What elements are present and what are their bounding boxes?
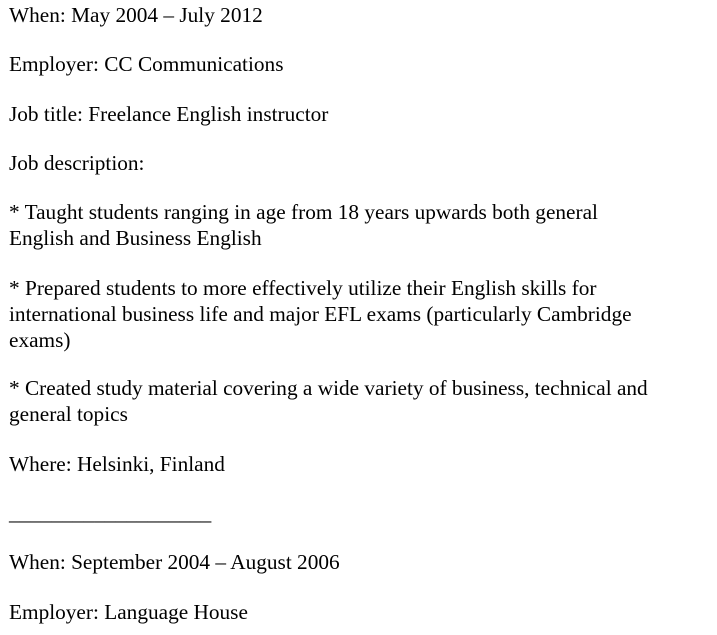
section-separator: ___________________ <box>9 501 212 525</box>
bullet-item-prepared <box>9 275 699 353</box>
bullet-line: exams) <box>9 328 71 352</box>
entry2-employer: Employer: Language House <box>9 600 248 624</box>
entry1-job-description-label: Job description: <box>9 151 145 175</box>
bullet-item-created <box>9 375 699 427</box>
entry1-job-title: Job title: Freelance English instructor <box>9 102 329 126</box>
entry1-when: When: May 2004 – July 2012 <box>9 3 263 27</box>
entry1-employer: Employer: CC Communications <box>9 52 284 76</box>
bullet-item-taught <box>9 199 699 251</box>
bullet-line: * Taught students ranging in age from 18 years upwards both general <box>9 200 598 224</box>
bullet-line: * Created study material covering a wide variety of business, technical and <box>9 376 648 400</box>
entry2-when: When: September 2004 – August 2006 <box>9 550 340 574</box>
bullet-line: international business life and major EFL exams (particularly Cambridge <box>9 302 632 326</box>
bullet-line: English and Business English <box>9 226 262 250</box>
bullet-line: * Prepared students to more effectively utilize their English skills for <box>9 276 597 300</box>
entry1-where: Where: Helsinki, Finland <box>9 452 225 476</box>
bullet-line: general topics <box>9 402 128 426</box>
